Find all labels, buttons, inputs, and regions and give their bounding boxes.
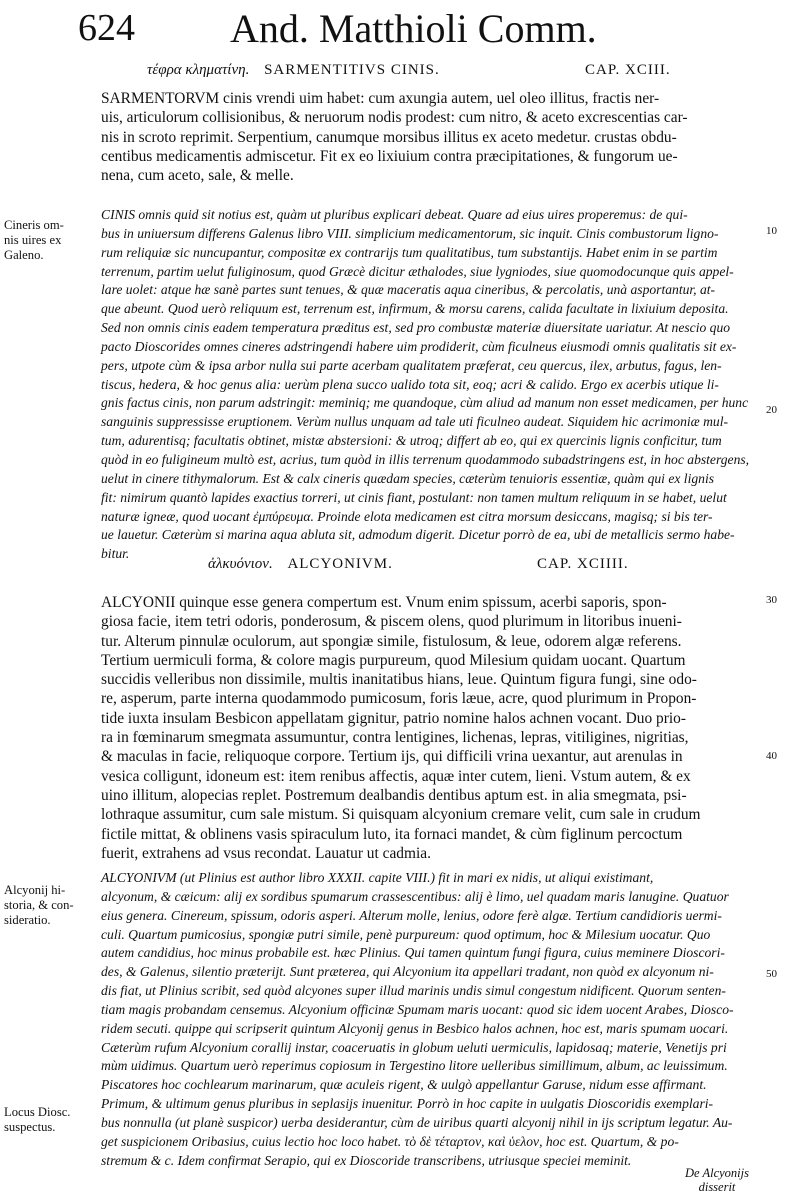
line-number: 10 [766,225,777,237]
chapter-number: CAP. XCIII. [585,62,671,78]
chapter-heading [147,62,440,79]
dioscorides-text: SARMENTORVM cinis vrendi uim habet: cum axungia autem, uel oleo illitus, fractis ner- uis, articulorum collisionibus, & neruorum nodis prodest: cum nitro, & aceto excrescentias car- nis in scroto reprimit. Serpentium, canumque morsibus illitus ex aceto medetur. crustas obdu- centibus medicamentis admiscetur. Fit ex eo lixiuium contra præcipitationes, & fungorum ue- nena, cum aceto, sale, & melle. [101,90,688,185]
margin-note: Cineris om- nis uires ex Galeno. [4,218,64,262]
line-number: 50 [766,968,777,980]
line-number: 20 [766,404,777,416]
margin-note: Locus Diosc. suspectus. [4,1105,71,1134]
latin-title: ALCYONIVM. [287,556,393,572]
line-number: 30 [766,594,777,606]
chapter-heading [208,556,393,573]
catchword: De Alcyonijs disserit [685,1166,749,1194]
chapter-number: CAP. XCIIII. [537,556,629,572]
greek-title: τέφρα κληματίνη. [147,62,250,78]
dioscorides-text: ALCYONII quinque esse genera compertum est. Vnum enim spissum, acerbi saporis, spon- giosa facie, item tetri odoris, ponderosum, & piscem olens, quod plurimum in litoribus inueni- tur. Alterum pinnulæ oculorum, aut spongiæ simile, fistulosum, & leue, odorem algæ referens. Tertium uermiculi forma, & colore magis purpureum, quod Milesium quidam uocant. Quartum succidis velleribus non dissimile, multis inanitatibus hians, leue. Quintum figura fungi, sine odo- re, asperum, parte interna quodammodo pumicosum, foris læue, acre, quod plurimum in Propon- tide iuxta insulam Besbicon appellatam gignitur, patrio nomine halos achnen vocant. Duo prio- ra in fœminarum smegmata assumuntur, contra lentigines, lichenas, lepras, vitiligines, nigritias, & maculas in facie, reliquoque corpore. Tertium ijs, qui difficili vrina uexantur, aut arenulas in vesica colligunt, idoneum est: item renibus affectis, aquæ inter cutem, lieni. Vstum autem, & ex uino illitum, alopecias replet. Postremum dealbandis dentibus aptum est. in alia smegmata, psi- lothraque assumitur, cum sale mistum. Si quisquam alcyonium cremare velit, cum sale in crudum fictile mittat, & oblinens vasis spiraculum luto, ita fornaci mandet, & cùm figlinum percoctum fuerit, extrahens ad vsus recondat. Lauatur ut cadmia. [101,594,701,862]
commentary-text: ALCYONIVM (ut Plinius est author libro XXXII. capite VIII.) fit in mari ex nidis, ut aliqui existimant, alcyonum, & cæicum: alij ex sordibus spumarum crassescentibus: alij è limo, uel quadam maris lanugine. Quatuor eius genera. Cinereum, spissum, odoris asperi. Alterum molle, lenius, odore ferè algæ. Tertium candidioris uermi- culi. Quartum pumicosius, spongiæ putri simile, penè purpureum: quod optimum, hoc & Milesium uocatur. Quo autem candidius, hoc minus probabile est. hæc Plinius. Qui tamen quintum fungi figura, cuius meminere Dioscori- des, & Galenus, silentio præterijt. Sunt præterea, qui Alcyonium ita appellari tradant, non quòd ex alcyonum ni- dis fiat, ut Plinius scribit, sed quòd alcyones super illud marinis undis simul congestum nidificent. Quorum senten- tiam magis probandam censemus. Alcyonium officinæ Spumam maris uocant: quod sic idem uocent Arabes, Diosco- ridem secuti. quippe qui scripserit quintum Alcyonij genus in Besbico halos achnen, hoc est, maris spumam uocari. Cæterùm rufum Alcyonium corallij instar, coaceruatis in globum ueluti uermiculis, lapidosaq; materie, Venetijs pri mùm uidimus. Quartum uerò reperimus copiosum in Tergestino litore uelleribus simillimum, album, ac leuissimum. Piscatores hoc cochlearum marinarum, quæ aculeis rigent, & uulgò appellantur Garuse, nidum esse affirmant. Primum, & ultimum genus pluribus in seplasijs inuenitur. Porrò in hoc capite in uulgatis Dioscoridis exemplari- bus nonnulla (ut planè suspicor) uerba desiderantur, cùm de uiribus quarti alcyonij nihil in ijs scriptum legatur. Au- get suspicionem Oribasius, cuius lectio hoc loco habet. τὸ δὲ τέταρτον, καὶ ὑελον, hoc est. Quartum, & po- stremum & c. Idem confirmat Serapio, qui ex Dioscoride transcribens, utriusque speciei meminit. [101,870,734,1168]
greek-title: ἀλκυόνιον. [208,556,273,572]
margin-note: Alcyonij hi- storia, & con- sideratio. [4,883,74,927]
page-number: 624 [78,7,135,49]
running-head: And. Matthioli Comm. [230,6,597,51]
commentary-text: CINIS omnis quid sit notius est, quàm ut pluribus explicari debeat. Quare ad eius uires properemus: de qui- bus in uniuersum differens Galenus libro VIII. simplicium medicamentorum, sic inquit. Cinis combustorum ligno- rum reliquiæ sic nuncupantur, compositæ ex contrarijs tum qualitatibus, tum substantijs. Habet enim in se partim terrenum, partim uelut fuliginosum, quod Græcè dicitur æthalodes, siue lygniodes, siue quomodocunque quis appel- lare uolet: atque hæ sanè partes sunt tenues, & quæ maceratis aqua cineribus, & percolatis, unà asportantur, at- que abeunt. Quod uerò reliquum est, terrenum est, infirmum, & morsu carens, calida facultate in lixiuium deposita. Sed non omnis cinis eadem temperatura præditus est, sed pro combustæ materiæ diuersitate uariatur. At nescio quo pacto Dioscorides omnes cineres adstringendi habere uim prodiderit, cùm ficulneus eiusmodi omnis qualitatis sit ex- pers, utpote cùm & ipsa arbor nulla sui parte acerbam qualitatem præferat, ceu quercus, ilex, arbutus, fagus, len- tiscus, hedera, & hoc genus alia: uerùm plena succo ualido tota sit, eoq; acri & calido. Ergo ex acerbis utique li- gnis factus cinis, non parum adstringit: meminiq; me quandoque, cùm aliud ad manum non esset medicamen, per hunc sanguinis suppressisse eruptionem. Verùm nullus unquam ad tale uti ficulneo audeat. Siquidem hic acrimoniæ mul- tum, adurentisq; facultatis obtinet, mistæ abstersioni: & utroq; differt ab eo, qui ex quercinis lignis conficitur, tum quòd in eo fuligineum multò est, acrius, tum quòd in illis terrenum quodammodo subadstringens est, in hoc abstergens, uelut in cinere tithymalorum. Est & calx cineris quædam species, cæterùm tenuioris essentiæ, quàm qui ex lignis fit: nimirum quantò lapides exactius torreri, ut cinis fiant, postulant: non tamen multum reliquum in se habet, uelut naturæ igneæ, quod uocant ἐμπύρευμα. Proinde elota medicamen est citra morsum desiccans, magisq; si bis ter- ue lauetur. Cæterùm si marina aqua abluta sit, admodum digerit. Dicetur porrò de ea, ubi de metallicis sermo habe- bitur. [101,207,750,562]
line-number: 40 [766,750,777,762]
latin-title: SARMENTITIVS CINIS. [264,62,440,78]
